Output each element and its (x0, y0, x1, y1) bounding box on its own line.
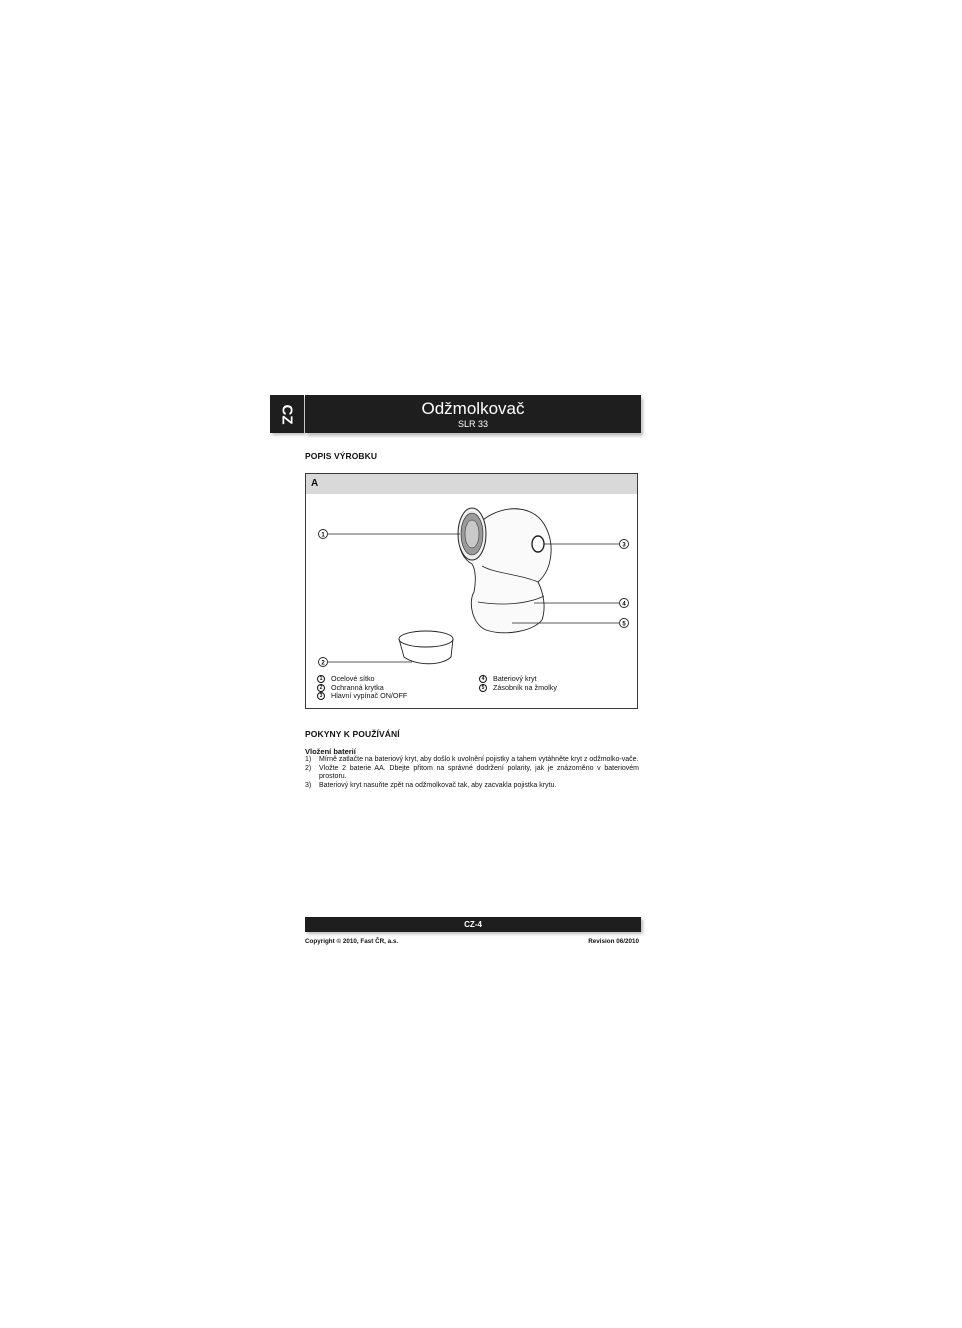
page-number: CZ-4 (464, 920, 482, 929)
callout-3-label: 3 (622, 542, 626, 549)
section-heading-usage: POKYNY K POUŽÍVÁNÍ (305, 729, 400, 739)
revision-text: Revision 06/2010 (588, 938, 639, 945)
step-number: 1) (305, 756, 312, 763)
title-bar (305, 395, 641, 433)
section-heading-product-description: POPIS VÝROBKU (305, 451, 378, 461)
protective-cap-side (399, 639, 453, 664)
model-number: SLR 33 (457, 419, 489, 429)
legend-number: 1 (317, 675, 325, 683)
language-tab (270, 395, 304, 433)
list-item (305, 782, 639, 791)
battery-subheading: Vložení baterií (305, 747, 356, 756)
legend-right (479, 675, 557, 692)
callout-1-label: 1 (321, 532, 325, 539)
legend-text: Zásobník na žmolky (493, 682, 557, 692)
step-number: 3) (305, 781, 312, 789)
legend-text: Ochranná krytka (331, 682, 384, 692)
list-item (305, 765, 639, 782)
step-text: Vložte 2 baterie AA. Dbejte přitom na správné dodržení polarity, jak je znázorněno v bateriovém prostoru. (319, 764, 639, 781)
callout-5-label: 5 (622, 621, 626, 628)
legend-text: Ocelové sítko (331, 674, 375, 683)
step-text: Mírně zatlačte na bateriový kryt, aby došlo k uvolnění pojistky a tahem vytáhněte kryt z odžmolko-vače. (319, 756, 639, 763)
legend-number: 3 (317, 692, 325, 700)
grille-center (465, 520, 479, 548)
list-item (305, 756, 639, 765)
legend-number: 4 (479, 675, 487, 683)
step-text: Bateriový kryt nasuňte zpět na odžmolkovač tak, aby zacvakla pojistka krytu. (319, 781, 557, 789)
legend-item (479, 684, 557, 693)
legend-number: 5 (479, 684, 487, 692)
figure-label: A (306, 474, 637, 494)
legend-left (317, 675, 407, 701)
callout-4-label: 4 (622, 601, 626, 608)
product-figure (305, 473, 638, 709)
page-number-bar (305, 917, 641, 932)
page-title: Odžmolkovač (421, 399, 525, 418)
protective-cap-top (399, 631, 453, 647)
power-switch (532, 536, 544, 552)
copyright-text: Copyright © 2010, Fast ČR, a.s. (305, 938, 399, 945)
legend-item (317, 692, 407, 701)
battery-steps (305, 756, 639, 790)
legend-text: Bateriový kryt (493, 674, 537, 683)
language-tab-label: CZ (278, 404, 296, 424)
legend-number: 2 (317, 684, 325, 692)
step-number: 2) (305, 764, 312, 772)
callout-2-label: 2 (321, 660, 325, 667)
legend-text: Hlavní vypínač ON/OFF (331, 691, 408, 700)
